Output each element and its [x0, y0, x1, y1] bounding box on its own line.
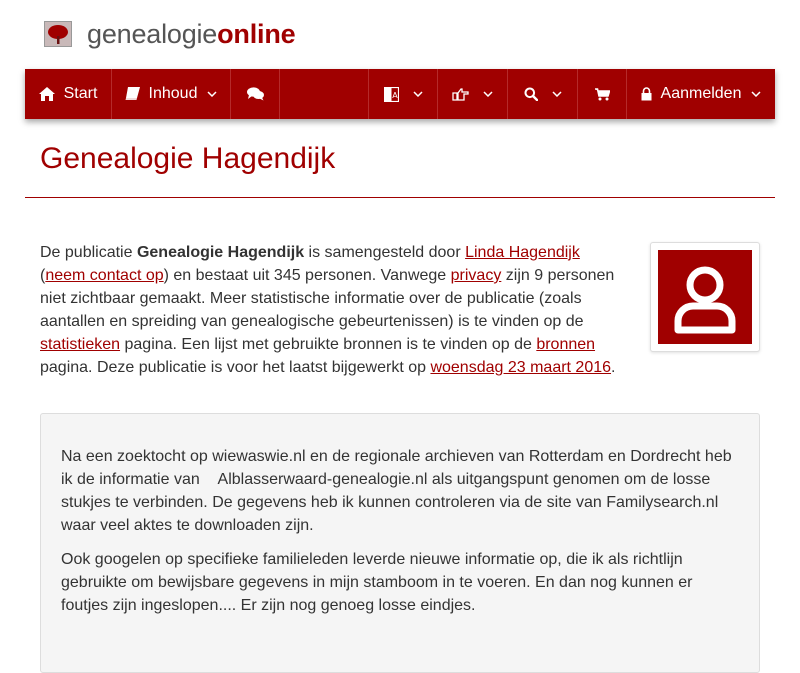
intro-text: .	[611, 359, 616, 376]
description-paragraph: Na een zoektocht op wiewaswie.nl en de regionale archieven van Rotterdam en Dordrecht heb ik de informatie van Alblasserwaard-genealogie.nl als uitgangspunt genomen om de losse stukjes te verbinden. De gegevens heb ik kunnen controleren via de site van Familysearch.nl waar veel aktes te downloaden zijn.	[61, 448, 732, 534]
chevron-down-icon	[207, 91, 217, 97]
chevron-down-icon	[413, 91, 423, 97]
nav-language-dropdown[interactable]	[369, 69, 437, 119]
site-header	[0, 0, 800, 69]
logo-text-online: online	[217, 19, 296, 49]
nav-pointer-dropdown[interactable]	[438, 69, 507, 119]
nav-cart[interactable]	[578, 69, 626, 119]
hand-pointer-icon	[452, 88, 469, 101]
intro-text: pagina. Deze publicatie is voor het laatst bijgewerkt op	[40, 359, 431, 376]
nav-inhoud-dropdown[interactable]	[112, 69, 230, 119]
sources-link[interactable]: bronnen	[536, 336, 596, 353]
intro-text: De publicatie	[40, 244, 137, 261]
intro-text: pagina. Een lijst met gebruikte bronnen is te vinden op de	[120, 336, 537, 353]
book-icon	[125, 87, 140, 101]
nav-aanmelden-label: Aanmelden	[660, 85, 742, 102]
home-icon	[39, 87, 55, 101]
cart-icon	[595, 88, 610, 101]
avatar	[658, 250, 752, 344]
intro-text: (	[40, 267, 46, 284]
family-tree-logo-icon[interactable]	[44, 21, 72, 47]
language-icon	[384, 87, 399, 102]
main-navbar	[25, 69, 775, 119]
nav-start[interactable]	[25, 69, 111, 119]
nav-search-dropdown[interactable]	[508, 69, 577, 119]
publication-intro	[40, 241, 630, 379]
author-link[interactable]: Linda Hagendijk	[465, 244, 580, 261]
chevron-down-icon	[552, 91, 562, 97]
site-logo[interactable]	[87, 16, 295, 52]
logo-text-genealogie: genealogie	[87, 19, 218, 49]
page-title: Genealogie Hagendijk	[40, 142, 336, 175]
last-updated-link[interactable]: woensdag 23 maart 2016	[430, 359, 612, 376]
comments-icon	[247, 87, 264, 101]
author-avatar-frame[interactable]	[650, 242, 760, 352]
publication-name: Genealogie Hagendijk	[136, 244, 305, 261]
nav-aanmelden-dropdown[interactable]	[627, 69, 775, 119]
intro-text: is samengesteld door	[304, 244, 466, 261]
intro-text: zijn 9 personen niet zichtbaar gemaakt. Meer statistische informatie over de publicatie (zoals aantallen en spreiding van genealogische gebeurtenissen) is te vinden op de	[40, 267, 615, 330]
search-icon	[524, 87, 538, 101]
svg-text:A: A	[391, 90, 398, 100]
title-divider	[25, 197, 775, 198]
user-icon	[658, 250, 752, 344]
nav-inhoud-label: Inhoud	[148, 85, 198, 102]
nav-start-label: Start	[63, 85, 98, 102]
contact-link[interactable]: neem contact op	[45, 267, 164, 284]
nav-forum[interactable]	[231, 69, 279, 119]
publication-description	[40, 413, 760, 673]
chevron-down-icon	[483, 91, 493, 97]
statistics-link[interactable]: statistieken	[40, 336, 121, 353]
description-paragraph: Ook googelen op specifieke familieleden leverde nieuwe informatie op, die ik als richtlijn gebruikte om bewijsbare gegevens in mijn stamboom in te voeren. En dan nog kunnen er foutjes zijn ingeslopen.... Er zijn nog genoeg losse eindjes.	[61, 551, 693, 614]
lock-icon	[641, 87, 652, 101]
privacy-link[interactable]: privacy	[450, 267, 502, 284]
chevron-down-icon	[751, 91, 761, 97]
intro-text: ) en bestaat uit 345 personen. Vanwege	[163, 267, 451, 284]
